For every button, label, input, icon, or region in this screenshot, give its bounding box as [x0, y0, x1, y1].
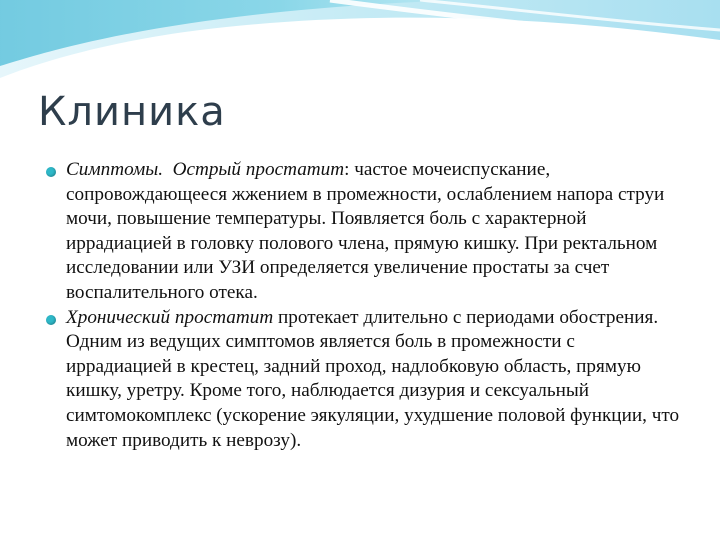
chronic-prostatitis-term: Хронический простатит — [66, 306, 274, 328]
acute-prostatitis-term: Острый простатит — [172, 159, 345, 180]
bullet-item — [44, 158, 684, 306]
slide-content — [44, 158, 684, 453]
header-wave-decoration — [0, 0, 720, 90]
slide-title: Клиника — [38, 89, 226, 135]
bullet-text: протекает длительно с периодами обострения. Одним из ведущих симптомов является боль в промежности с иррадиацией в крестец, задний проход, надлобковую область, прямую кишку, уретру. Кроме того, наблюдается дизурия и сексуальный симтомокомплекс (ускорение эякуляции, ухудшение половой функции, что может приводить к неврозу). — [66, 306, 680, 451]
bullet-text: : частое мочеиспускание, сопровождающееся жжением в промежности, ослаблением напора струи мочи, повышение температуры. Появляется боль с характерной иррадиацией в головку полового члена, прямую кишку. При ректальном исследовании или УЗИ определяется увеличение простаты за счет воспалительного отека. — [66, 159, 665, 303]
bullet-icon — [46, 315, 56, 325]
spacer — [163, 159, 173, 180]
symptoms-label: Симптомы. — [66, 159, 163, 180]
bullet-item — [44, 306, 684, 454]
bullet-icon — [46, 167, 56, 177]
